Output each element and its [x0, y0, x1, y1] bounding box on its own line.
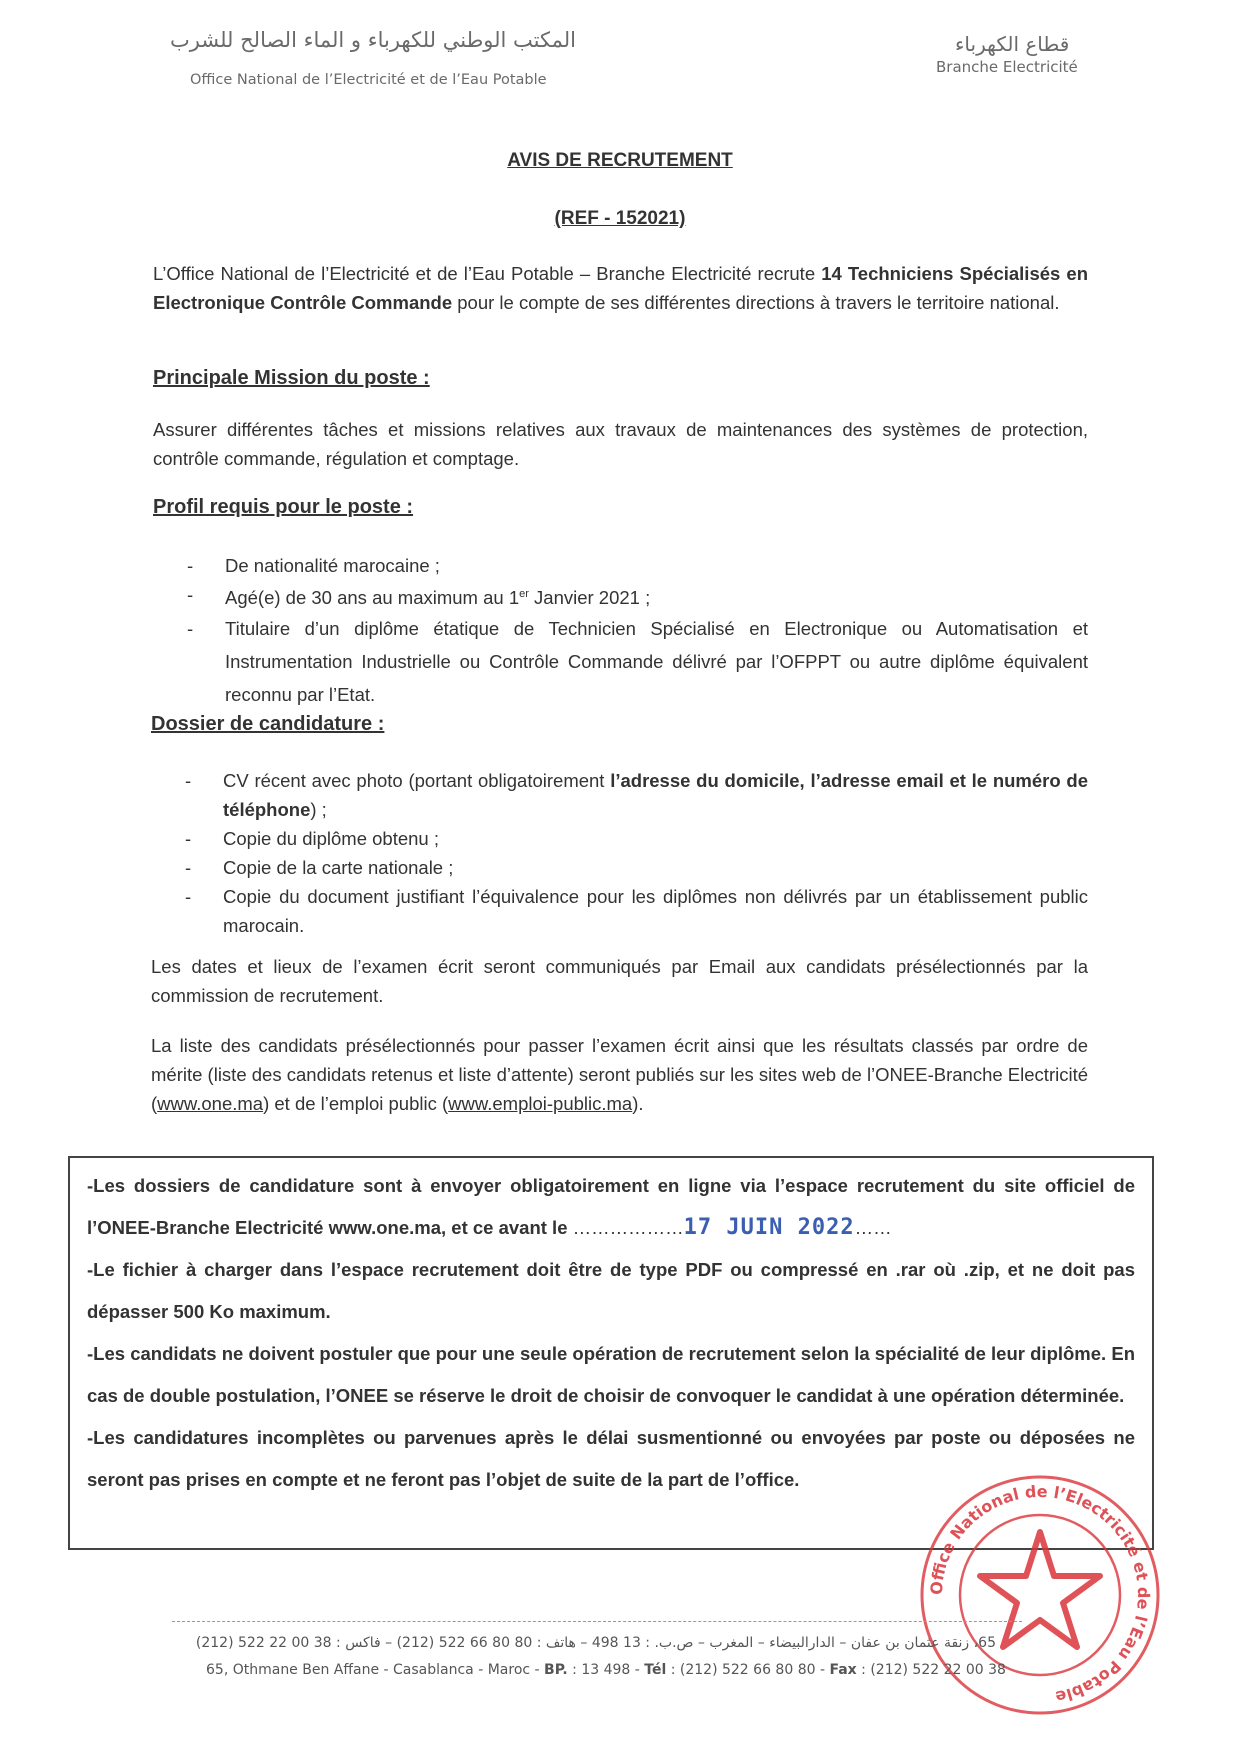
list-item: - Copie du diplôme obtenu ; — [185, 828, 439, 849]
mission-text: Assurer différentes tâches et missions relatives aux travaux de maintenances des systèmes de protection, contrôle commande, régulation et comptage. — [153, 419, 1088, 469]
exam-paragraph: Les dates et lieux de l’examen écrit seront communiqués par Email aux candidats présélectionnés par la commission de recrutement. — [151, 956, 1088, 1006]
branch-name-arabic: قطاع الكهرباء — [955, 32, 1070, 56]
dossier-heading: Dossier de candidature : — [151, 713, 385, 735]
list-item: - Copie de la carte nationale ; — [185, 857, 454, 878]
profile-list — [153, 551, 1088, 711]
results-paragraph: La liste des candidats présélectionnés pour passer l’examen écrit ainsi que les résultats classés par ordre de mérite (liste des candidats retenus et liste d’attente) seront publiés sur les sites web de l’ONEE-Branche Electricité (www.one.ma) et de l’emploi public (www.emploi-public.ma). — [151, 1035, 1088, 1114]
org-name-arabic: المكتب الوطني للكهرباء و الماء الصالح للشرب — [170, 28, 576, 52]
list-item: - De nationalité marocaine ; — [187, 555, 440, 576]
mission-heading: Principale Mission du poste : — [153, 367, 430, 389]
notice-deadline: -Les dossiers de candidature sont à envoyer obligatoirement en ligne via l’espace recrutement du site officiel de l’ONEE-Branche Electricité www.one.ma, et ce avant le ………………17 JUIN 2022…… — [87, 1175, 1135, 1240]
list-item: - Agé(e) de 30 ans au maximum au 1er Janvier 2021 ; — [187, 584, 651, 609]
branch-name-french: Branche Electricité — [936, 58, 1078, 76]
footer-address-french: 65, Othmane Ben Affane - Casablanca - Maroc - BP. : 13 498 - Tél : (212) 522 66 80 80 - Fax : (212) 522 22 00 38 — [206, 1662, 1006, 1678]
list-item: - Titulaire d’un diplôme étatique de Technicien Spécialisé en Electronique ou Automatisation et Instrumentation Industrielle ou Contrôle Commande délivré par l’OFPPT ou autre diplôme équivalent reconnu par l’Etat. — [187, 618, 1088, 706]
profile-heading: Profil requis pour le poste : — [153, 496, 414, 518]
notice-incomplete: -Les candidatures incomplètes ou parvenues après le délai susmentionné ou envoyées par poste ou déposées ne seront pas prises en compte et ne feront pas l’objet de suite de la part de l’office. — [87, 1427, 1135, 1490]
intro-paragraph: L’Office National de l’Electricité et de l’Eau Potable – Branche Electricité recrute 14 Techniciens Spécialisés en Electronique Contrôle Commande pour le compte de ses différentes directions à travers le territoire national. — [153, 263, 1088, 313]
date-stamp: 17 JUIN 2022 — [683, 1215, 855, 1240]
org-name-french: Office National de l’Electricité et de l’Eau Potable — [190, 72, 547, 88]
notice-single-application: -Les candidats ne doivent postuler que pour une seule opération de recrutement selon la spécialité de leur diplôme. En cas de double postulation, l’ONEE se réserve le droit de choisir de convoquer le candidat à une opération déterminée. — [87, 1343, 1135, 1406]
document-title: AVIS DE RECRUTEMENT — [507, 150, 733, 171]
list-item: - CV récent avec photo (portant obligatoirement l’adresse du domicile, l’adresse email et le numéro de téléphone) ; — [185, 770, 1088, 820]
list-item: - Copie du document justifiant l’équivalence pour les diplômes non délivrés par un établissement public marocain. — [185, 886, 1088, 936]
dossier-list — [151, 766, 1088, 940]
stamp-text: Office National de l’Electricité et de l’Eau Potable — [926, 1481, 1154, 1707]
link-emploi-public[interactable]: www.emploi-public.ma — [448, 1093, 633, 1114]
notice-file-format: -Le fichier à charger dans l’espace recrutement doit être de type PDF ou compressé en .rar où .zip, et ne doit pas dépasser 500 Ko maximum. — [87, 1259, 1135, 1322]
official-stamp-icon — [915, 1470, 1165, 1720]
footer-divider — [172, 1621, 1022, 1622]
link-one-ma[interactable]: www.one.ma — [157, 1093, 264, 1114]
document-reference: (REF - 152021) — [554, 208, 686, 229]
footer-address-arabic: 65، زنقة عثمان بن عفان – الدارالبيضاء – المغرب – ص.ب. : 13 498 – هاتف : 80 80 66 522 (212) – فاكس : 38 00 22 522 (212) — [195, 1635, 996, 1651]
